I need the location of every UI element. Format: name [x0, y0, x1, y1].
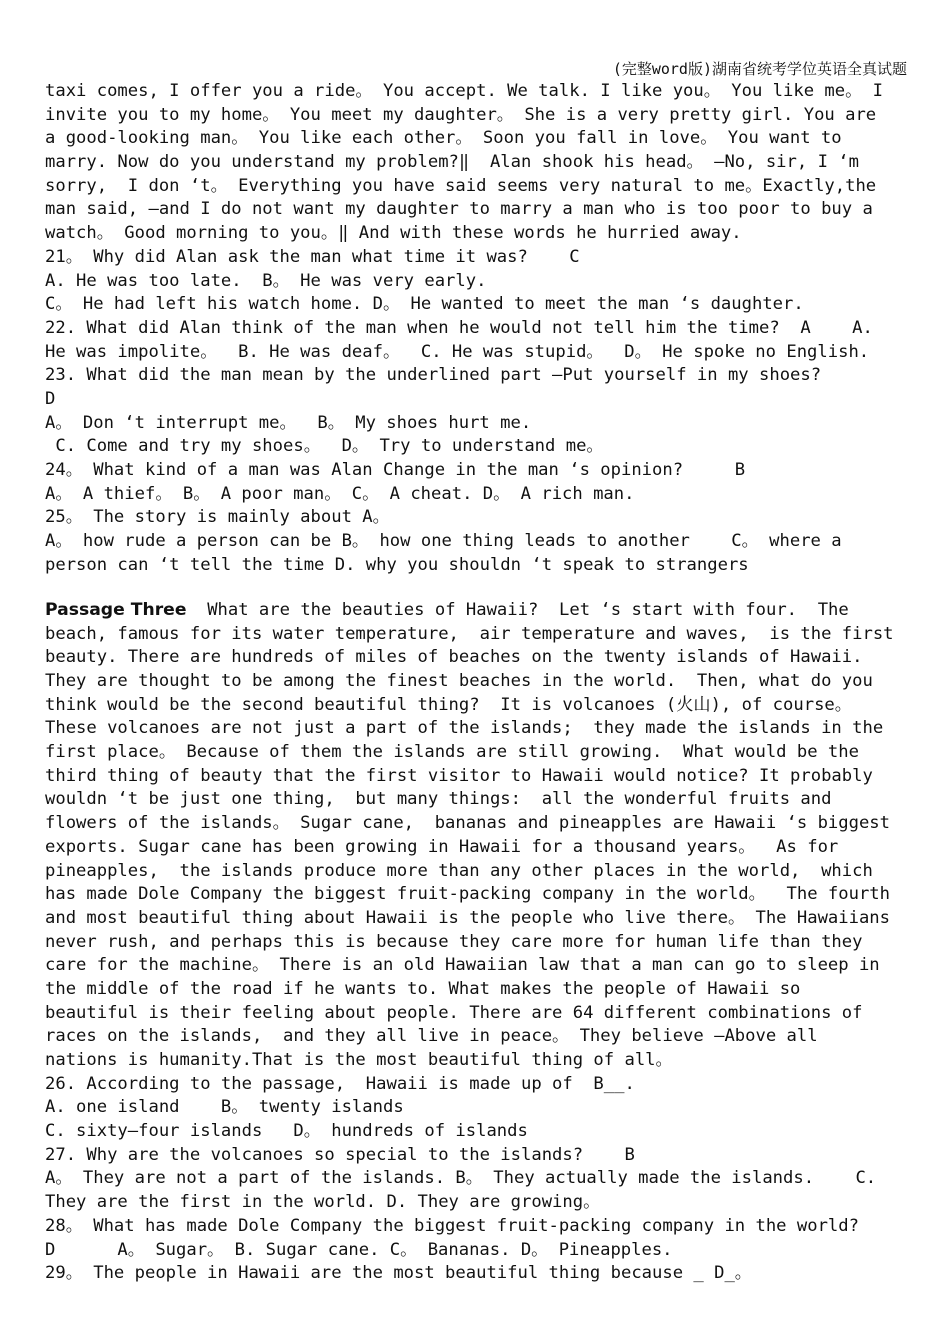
- text-line: has made Dole Company the biggest fruit-packing company in the world。 The fourth: [45, 884, 891, 905]
- text-line: taxi comes, I offer you a ride。 You accept. We talk. I like you。 You like me。 I: [45, 81, 883, 101]
- passage-heading: Passage Three: [45, 599, 187, 620]
- text-line: nations is humanity.That is the most beautiful thing of all。: [45, 1050, 673, 1070]
- option-line: person can ‘t tell the time D. why you shouldn ‘t speak to strangers: [45, 554, 749, 575]
- question-line: 24。 What kind of a man was Alan Change in the man ‘s opinion? B: [45, 460, 746, 480]
- page-header: (完整word版)湖南省统考学位英语全真试题: [612, 60, 907, 78]
- text-line: care for the machine。 There is an old Hawaiian law that a man can go to sleep in: [45, 955, 880, 976]
- text-line: beauty. There are hundreds of miles of beaches on the twenty islands of Hawaii.: [45, 647, 863, 668]
- answer-line: D: [45, 388, 56, 409]
- text-line: sorry, I don ‘t。 Everything you have said seems very natural to me。Exactly,the: [45, 175, 877, 196]
- text-line: third thing of beauty that the first visitor to Hawaii would notice? It probably: [45, 765, 873, 786]
- question-line: 25。 The story is mainly about A。: [45, 507, 390, 528]
- text-line: They are thought to be among the finest beaches in the world. Then, what do you: [45, 671, 873, 691]
- text-line: think would be the second beautiful thing? It is volcanoes (火山), of course。: [45, 694, 852, 715]
- question-line: 27. Why are the volcanoes so special to the islands? B: [45, 1144, 635, 1165]
- text-line: marry. Now do you understand my problem?‖ Alan shook his head。 —No, sir, I ‘m: [45, 152, 859, 173]
- text-line: never rush, and perhaps this is because they care more for human life than they: [45, 931, 863, 952]
- text-line: beach, famous for its water temperature, air temperature and waves, is the first: [45, 623, 894, 644]
- question-line: 21。 Why did Alan ask the man what time it was? C: [45, 246, 580, 267]
- paragraph-gap: [45, 577, 915, 599]
- text-line: and most beautiful thing about Hawaii is the people who live there。 The Hawaiians: [45, 907, 891, 928]
- text-line: wouldn ‘t be just one thing, but many things: all the wonderful fruits and: [45, 789, 832, 810]
- story-continuation: [45, 80, 915, 246]
- option-line: A。 A thief。 B。 A poor man。 C。 A cheat. D。 A rich man.: [45, 483, 635, 504]
- text-line: pineapples, the islands produce more than any other places in the world, which: [45, 860, 873, 881]
- text-line: beautiful is their feeling about people. There are 64 different combinations of: [45, 1002, 863, 1023]
- passage-three: [45, 599, 915, 1073]
- text-line: These volcanoes are not just a part of the islands; they made the islands in the: [45, 718, 884, 739]
- option-line: They are the first in the world. D. They are growing。: [45, 1192, 601, 1213]
- text-line: the middle of the road if he wants to. What makes the people of Hawaii so: [45, 978, 801, 999]
- questions-21-25: [45, 246, 915, 578]
- passage-first-line: [45, 599, 915, 623]
- option-line: A。 They are not a part of the islands. B。 They actually made the islands. C.: [45, 1168, 877, 1189]
- question-line: 28。 What has made Dole Company the biggest fruit-packing company in the world?: [45, 1215, 859, 1236]
- option-line: A。 Don ‘t interrupt me。 B。 My shoes hurt me.: [45, 412, 532, 433]
- text-line: races on the islands, and they all live in peace。 They believe —Above all: [45, 1026, 818, 1047]
- option-line: A。 how rude a person can be B。 how one thing leads to another C。 where a: [45, 531, 842, 552]
- text-line: man said, —and I do not want my daughter to marry a man who is too poor to buy a: [45, 199, 873, 220]
- text-line: a good-looking man。 You like each other。 Soon you fall in love。 You want to: [45, 128, 842, 149]
- question-line: 29。 The people in Hawaii are the most beautiful thing because _ D_。: [45, 1263, 752, 1284]
- questions-26-29: [45, 1073, 915, 1286]
- option-line: He was impolite。 B. He was deaf。 C. He was stupid。 D。 He spoke no English.: [45, 341, 870, 362]
- option-line: C. sixty—four islands D。 hundreds of islands: [45, 1121, 528, 1142]
- text-line: flowers of the islands。 Sugar cane, bananas and pineapples are Hawaii ‘s biggest: [45, 813, 891, 834]
- text-line: watch。 Good morning to you。‖ And with these words he hurried away.: [45, 223, 742, 244]
- passage-text: What are the beauties of Hawaii? Let ‘s start with four. The: [186, 599, 849, 620]
- text-line: invite you to my home。 You meet my daughter。 She is a very pretty girl. You are: [45, 104, 877, 125]
- option-line: C. Come and try my shoes。 D。 Try to understand me。: [45, 436, 604, 457]
- question-line: 22. What did Alan think of the man when he would not tell him the time? A A.: [45, 317, 873, 338]
- option-line: C。 He had left his watch home. D。 He wanted to meet the man ‘s daughter.: [45, 294, 804, 315]
- option-line: A. one island B。 twenty islands: [45, 1097, 404, 1118]
- document-body: [45, 80, 915, 1286]
- question-line: 23. What did the man mean by the underlined part —Put yourself in my shoes?: [45, 365, 822, 386]
- option-line: D A。 Sugar。 B. Sugar cane. C。 Bananas. D。 Pineapples.: [45, 1239, 673, 1260]
- text-line: first place。 Because of them the islands are still growing. What would be the: [45, 742, 859, 763]
- question-line: 26. According to the passage, Hawaii is made up of B__.: [45, 1073, 635, 1094]
- option-line: A. He was too late. B。 He was very early.: [45, 270, 487, 291]
- text-line: exports. Sugar cane has been growing in Hawaii for a thousand years。 As for: [45, 836, 839, 857]
